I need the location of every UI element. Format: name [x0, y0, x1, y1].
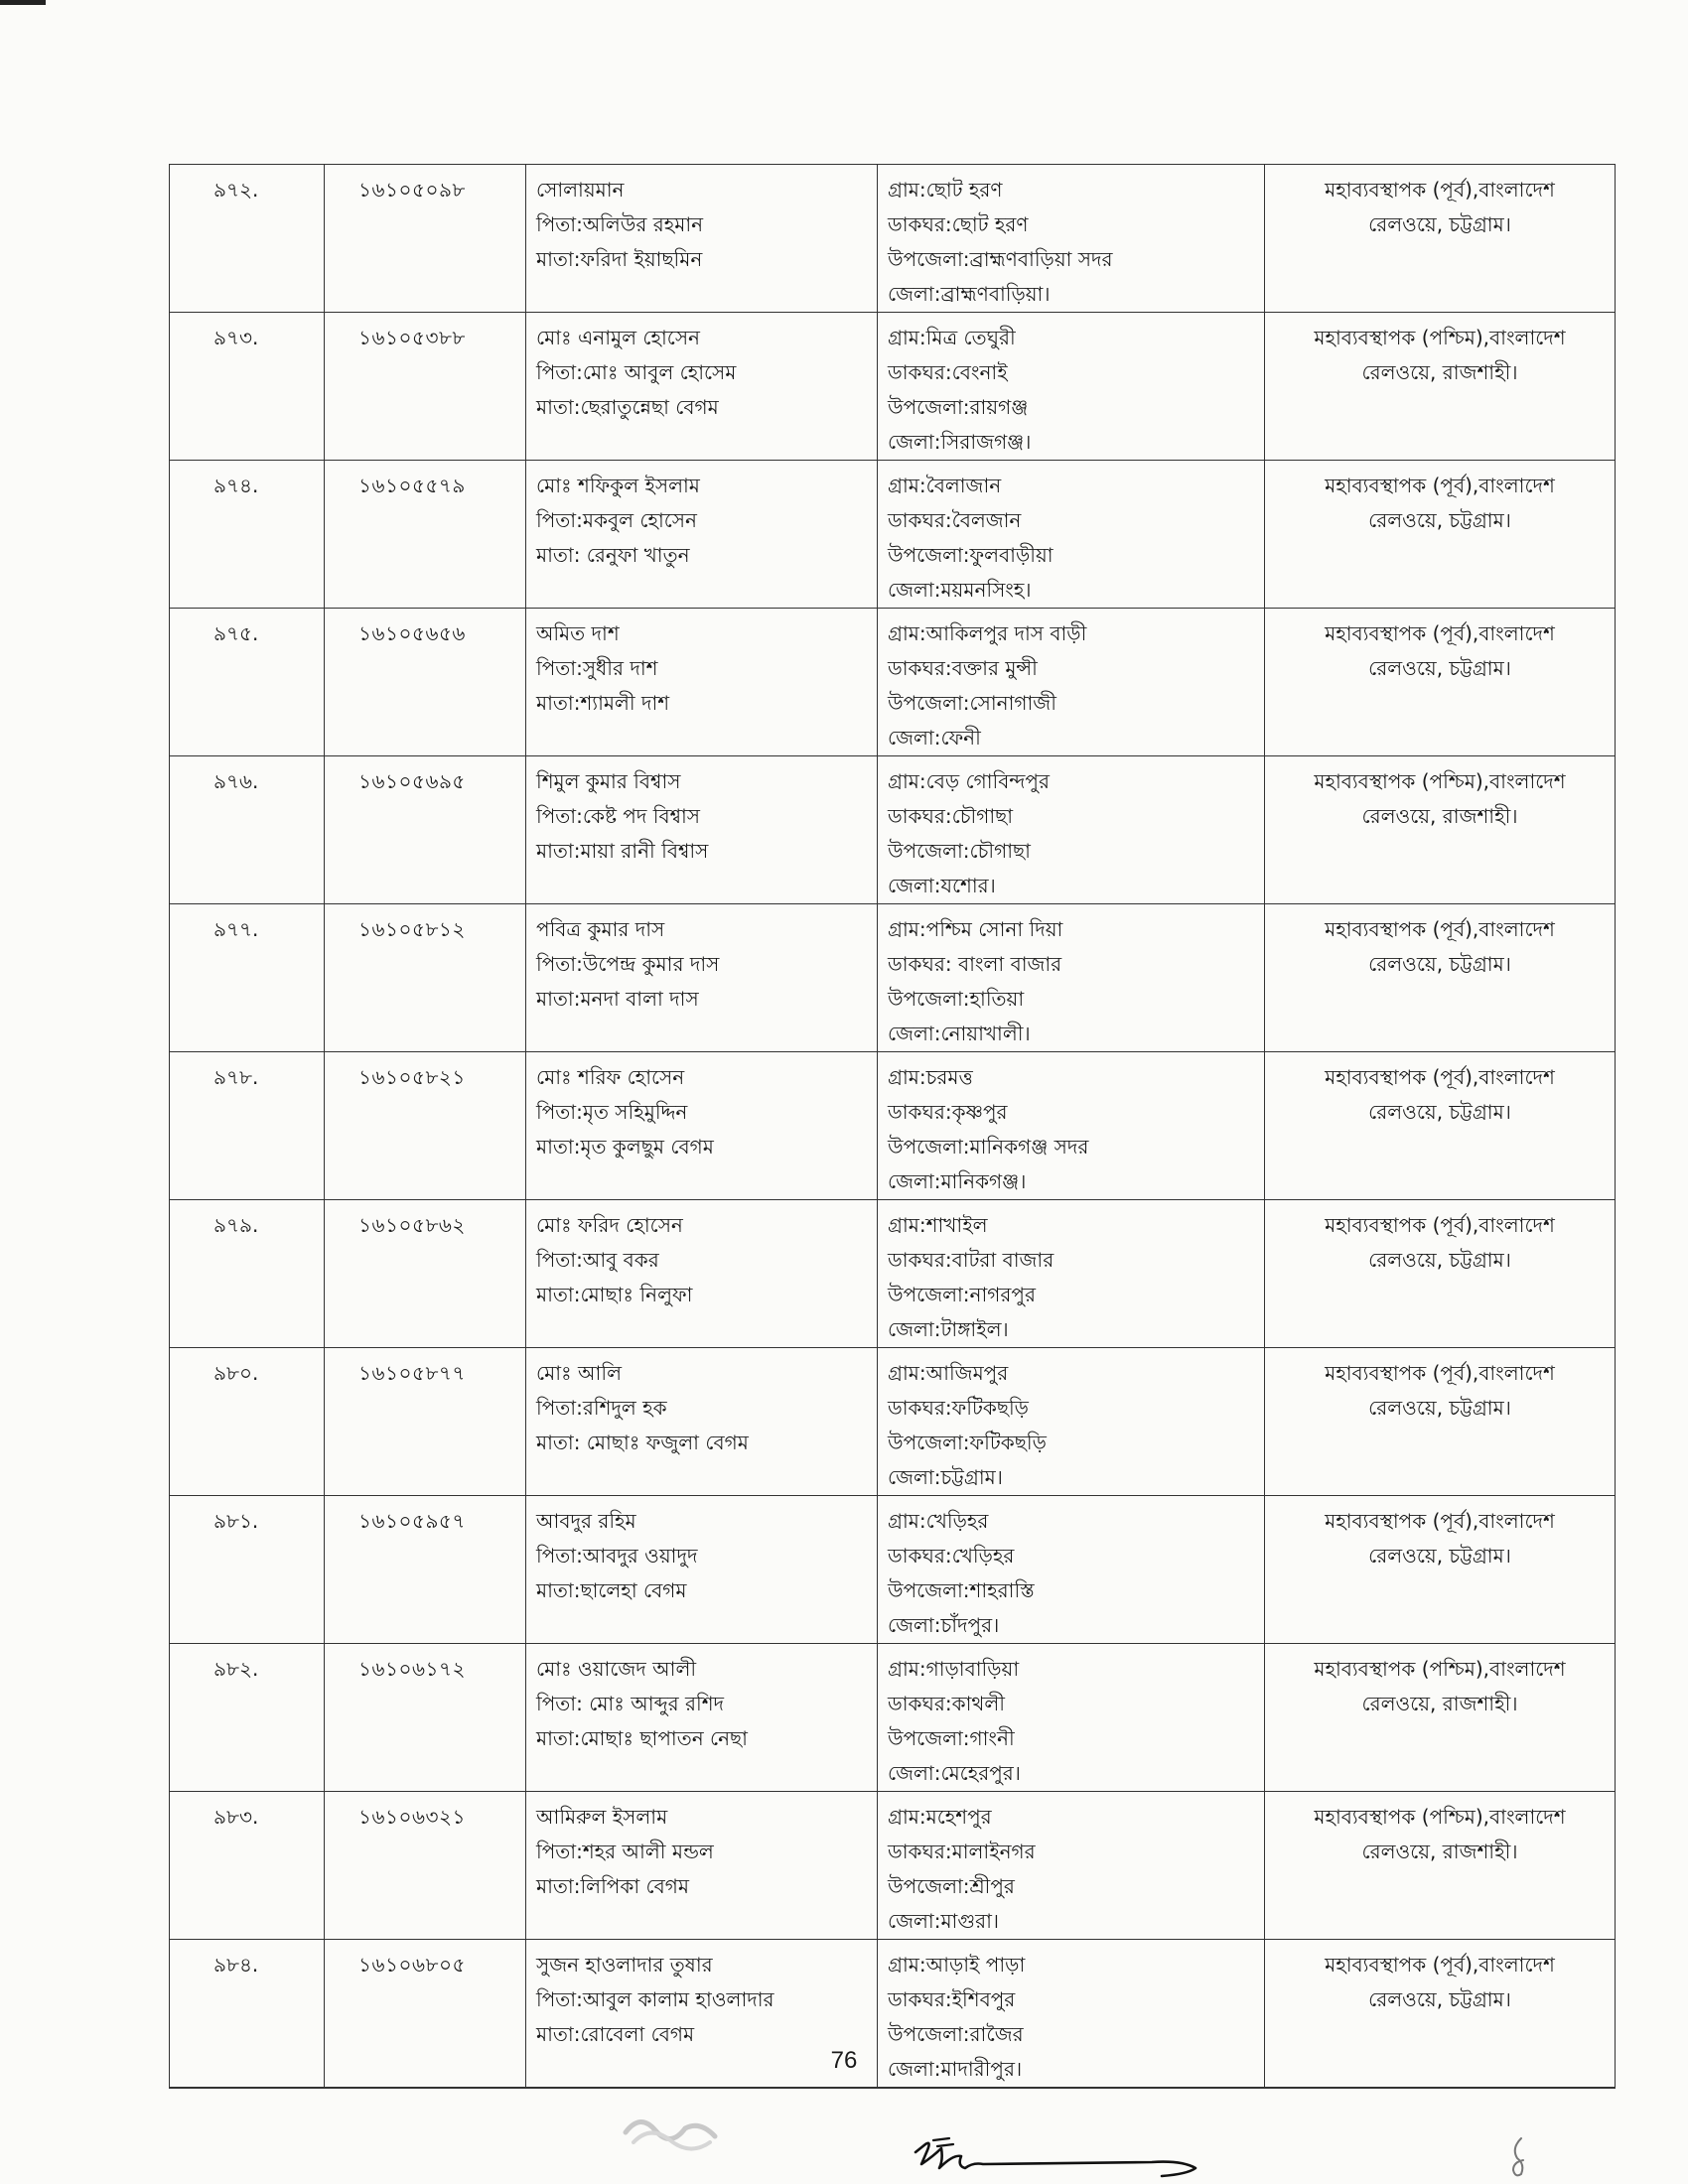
name-cell [526, 313, 878, 461]
village: গ্রাম:মিত্র তেঘুরী [888, 326, 1016, 349]
post-office: ডাকঘর:মালাইনগর [888, 1840, 1036, 1863]
village: গ্রাম:গাড়াবাড়িয়া [888, 1657, 1020, 1681]
office-location: রেলওয়ে, চট্টগ্রাম। [1368, 508, 1511, 532]
upazila: উপজেলা:শাহরাস্তি [888, 1578, 1035, 1602]
district: জেলা:মেহেরপুর। [888, 1761, 1021, 1785]
post-office: ডাকঘর:বক্তার মুন্সী [888, 656, 1038, 680]
candidate-name: আবদুর রহিম [536, 1509, 636, 1533]
father-name: পিতা:মৃত সহিমুদ্দিন [536, 1100, 688, 1124]
table-row [170, 1792, 1616, 1940]
scan-edge-mark [0, 0, 46, 5]
village: গ্রাম:ছোট হরণ [888, 178, 1003, 202]
office-title: মহাব্যবস্থাপক (পূর্ব),বাংলাদেশ [1325, 1509, 1555, 1533]
roll-number-cell [325, 904, 526, 1052]
candidate-name: মোঃ এনামুল হোসেন [536, 326, 700, 349]
candidate-list-table [169, 164, 1616, 2089]
serial-number: ৯৭২. [213, 178, 259, 202]
address-cell [878, 1348, 1265, 1496]
office-title: মহাব্যবস্থাপক (পশ্চিম),বাংলাদেশ [1314, 326, 1566, 349]
serial-cell [170, 904, 325, 1052]
mother-name: মাতা:মোছাঃ ছাপাতন নেছা [536, 1726, 748, 1750]
district: জেলা:ব্রাহ্মণবাড়িয়া। [888, 282, 1051, 306]
office-cell [1265, 904, 1616, 1052]
office-title: মহাব্যবস্থাপক (পূর্ব),বাংলাদেশ [1325, 1953, 1555, 1977]
office-cell [1265, 1348, 1616, 1496]
district: জেলা:টাঙ্গাইল। [888, 1317, 1009, 1341]
candidate-name: মোঃ আলি [536, 1361, 622, 1385]
office-location: রেলওয়ে, চট্টগ্রাম। [1368, 1100, 1511, 1124]
name-cell [526, 1200, 878, 1348]
candidate-name: অমিত দাশ [536, 621, 620, 645]
roll-number-cell [325, 313, 526, 461]
roll-number: ১৬১০৬১৭২ [358, 1657, 466, 1681]
father-name: পিতা:অলিউর রহমান [536, 212, 704, 236]
serial-cell [170, 461, 325, 609]
office-title: মহাব্যবস্থাপক (পূর্ব),বাংলাদেশ [1325, 178, 1555, 202]
table-row [170, 1052, 1616, 1200]
office-cell [1265, 1200, 1616, 1348]
office-cell [1265, 1792, 1616, 1940]
name-cell [526, 1644, 878, 1792]
office-title: মহাব্যবস্থাপক (পূর্ব),বাংলাদেশ [1325, 1065, 1555, 1089]
roll-number: ১৬১০৫৫৭৯ [358, 474, 466, 497]
name-cell [526, 165, 878, 313]
mother-name: মাতা:রোবেলা বেগম [536, 2022, 695, 2046]
roll-number: ১৬১০৫৩৮৮ [358, 326, 466, 349]
district: জেলা:চট্টগ্রাম। [888, 1465, 1003, 1489]
father-name: পিতা:আবু বকর [536, 1248, 659, 1272]
upazila: উপজেলা:শ্রীপুর [888, 1874, 1015, 1898]
office-title: মহাব্যবস্থাপক (পশ্চিম),বাংলাদেশ [1314, 1805, 1566, 1829]
village: গ্রাম:শাখাইল [888, 1213, 988, 1237]
office-location: রেলওয়ে, রাজশাহী। [1361, 804, 1518, 828]
village: গ্রাম:আজিমপুর [888, 1361, 1009, 1385]
name-cell [526, 756, 878, 904]
office-title: মহাব্যবস্থাপক (পূর্ব),বাংলাদেশ [1325, 1213, 1555, 1237]
district: জেলা:ময়মনসিংহ। [888, 578, 1032, 602]
candidate-list-body [170, 165, 1616, 2089]
village: গ্রাম:মহেশপুর [888, 1805, 992, 1829]
candidate-name: মোঃ শফিকুল ইসলাম [536, 474, 700, 497]
father-name: পিতা:মকবুল হোসেন [536, 508, 697, 532]
faded-stamp-mark [616, 2103, 725, 2154]
roll-number: ১৬১০৫৮১২ [358, 917, 466, 941]
mother-name: মাতা:লিপিকা বেগম [536, 1874, 689, 1898]
address-cell [878, 609, 1265, 756]
office-location: রেলওয়ে, রাজশাহী। [1361, 360, 1518, 384]
roll-number-cell [325, 1348, 526, 1496]
candidate-name: সোলায়মান [536, 178, 625, 202]
upazila: উপজেলা:সোনাগাজী [888, 691, 1056, 715]
district: জেলা:নোয়াখালী। [888, 1022, 1031, 1045]
post-office: ডাকঘর:কাথলী [888, 1692, 1005, 1715]
roll-number: ১৬১০৬৮০৫ [358, 1953, 466, 1977]
upazila: উপজেলা:চৌগাছা [888, 839, 1031, 863]
serial-cell [170, 1200, 325, 1348]
post-office: ডাকঘর:ইশিবপুর [888, 1987, 1016, 2011]
office-location: রেলওয়ে, চট্টগ্রাম। [1368, 1987, 1511, 2011]
father-name: পিতা:উপেন্দ্র কুমার দাস [536, 952, 720, 976]
office-title: মহাব্যবস্থাপক (পশ্চিম),বাংলাদেশ [1314, 769, 1566, 793]
father-name: পিতা:আবদুর ওয়াদুদ [536, 1544, 698, 1568]
roll-number-cell [325, 1200, 526, 1348]
address-cell [878, 313, 1265, 461]
village: গ্রাম:আকিলপুর দাস বাড়ী [888, 621, 1087, 645]
upazila: উপজেলা:নাগরপুর [888, 1283, 1036, 1306]
roll-number: ১৬১০৫৬৫৬ [358, 621, 466, 645]
village: গ্রাম:আড়াই পাড়া [888, 1953, 1026, 1977]
table-row [170, 1644, 1616, 1792]
father-name: পিতা:কেষ্ট পদ বিশ্বাস [536, 804, 701, 828]
father-name: পিতা: মোঃ আব্দুর রশিদ [536, 1692, 725, 1715]
address-cell [878, 1496, 1265, 1644]
office-location: রেলওয়ে, চট্টগ্রাম। [1368, 1248, 1511, 1272]
office-title: মহাব্যবস্থাপক (পূর্ব),বাংলাদেশ [1325, 474, 1555, 497]
serial-cell [170, 313, 325, 461]
table-row [170, 1348, 1616, 1496]
table-row [170, 1200, 1616, 1348]
table-row [170, 609, 1616, 756]
roll-number: ১৬১০৫৯৫৭ [358, 1509, 466, 1533]
upazila: উপজেলা:গাংনী [888, 1726, 1015, 1750]
table-row [170, 313, 1616, 461]
candidate-name: পবিত্র কুমার দাস [536, 917, 665, 941]
district: জেলা:মানিকগঞ্জ। [888, 1169, 1027, 1193]
name-cell [526, 1792, 878, 1940]
upazila: উপজেলা:ফটিকছড়ি [888, 1431, 1047, 1454]
roll-number-cell [325, 756, 526, 904]
name-cell [526, 609, 878, 756]
mother-name: মাতা: রেনুফা খাতুন [536, 543, 690, 567]
office-location: রেলওয়ে, চট্টগ্রাম। [1368, 952, 1511, 976]
name-cell [526, 904, 878, 1052]
candidate-name: সুজন হাওলাদার তুষার [536, 1953, 713, 1977]
name-cell [526, 461, 878, 609]
post-office: ডাকঘর:কৃষ্ণপুর [888, 1100, 1008, 1124]
office-title: মহাব্যবস্থাপক (পূর্ব),বাংলাদেশ [1325, 621, 1555, 645]
table-row [170, 1496, 1616, 1644]
roll-number: ১৬১০৬৩২১ [358, 1805, 466, 1829]
serial-number: ৯৮২. [213, 1657, 259, 1681]
candidate-name: মোঃ ফরিদ হোসেন [536, 1213, 683, 1237]
office-cell [1265, 165, 1616, 313]
village: গ্রাম:চরমত্ত [888, 1065, 973, 1089]
roll-number-cell [325, 165, 526, 313]
handwritten-margin-mark [1507, 2134, 1531, 2180]
office-location: রেলওয়ে, চট্টগ্রাম। [1368, 1544, 1511, 1568]
serial-cell [170, 165, 325, 313]
name-cell [526, 1052, 878, 1200]
roll-number-cell [325, 609, 526, 756]
serial-number: ৯৮৪. [213, 1953, 259, 1977]
roll-number: ১৬১০৫৮৬২ [358, 1213, 466, 1237]
village: গ্রাম:পশ্চিম সোনা দিয়া [888, 917, 1063, 941]
address-cell [878, 1200, 1265, 1348]
serial-cell [170, 1644, 325, 1792]
serial-number: ৯৮৩. [213, 1805, 259, 1829]
serial-cell [170, 1792, 325, 1940]
serial-number: ৯৭৪. [213, 474, 259, 497]
office-title: মহাব্যবস্থাপক (পূর্ব),বাংলাদেশ [1325, 917, 1555, 941]
father-name: পিতা:মোঃ আবুল হোসেম [536, 360, 737, 384]
post-office: ডাকঘর:খেড়িহর [888, 1544, 1015, 1568]
mother-name: মাতা:ছেরাতুন্নেছা বেগম [536, 395, 719, 419]
serial-cell [170, 1348, 325, 1496]
serial-number: ৯৭৭. [213, 917, 259, 941]
serial-number: ৯৮১. [213, 1509, 259, 1533]
father-name: পিতা:শহর আলী মন্ডল [536, 1840, 714, 1863]
candidate-name: মোঃ শরিফ হোসেন [536, 1065, 685, 1089]
serial-cell [170, 1052, 325, 1200]
father-name: পিতা:আবুল কালাম হাওলাদার [536, 1987, 774, 2011]
office-location: রেলওয়ে, চট্টগ্রাম। [1368, 1396, 1511, 1420]
post-office: ডাকঘর:ফটিকছড়ি [888, 1396, 1029, 1420]
office-cell [1265, 1052, 1616, 1200]
mother-name: মাতা:মোছাঃ নিলুফা [536, 1283, 693, 1306]
district: জেলা:মাগুরা। [888, 1909, 1000, 1933]
mother-name: মাতা:ফরিদা ইয়াছমিন [536, 247, 703, 271]
address-cell [878, 1792, 1265, 1940]
upazila: উপজেলা:রায়গঞ্জ [888, 395, 1029, 419]
post-office: ডাকঘর:চৌগাছা [888, 804, 1014, 828]
mother-name: মাতা:শ্যামলী দাশ [536, 691, 670, 715]
name-cell [526, 1348, 878, 1496]
name-cell [526, 1496, 878, 1644]
roll-number: ১৬১০৫৮৭৭ [358, 1361, 466, 1385]
table-row [170, 756, 1616, 904]
serial-cell [170, 1496, 325, 1644]
mother-name: মাতা: মোছাঃ ফজুলা বেগম [536, 1431, 749, 1454]
office-cell [1265, 756, 1616, 904]
office-cell [1265, 461, 1616, 609]
roll-number-cell [325, 1052, 526, 1200]
upazila: উপজেলা:ফুলবাড়ীয়া [888, 543, 1054, 567]
district: জেলা:ফেনী [888, 726, 981, 750]
post-office: ডাকঘর:ছোট হরণ [888, 212, 1029, 236]
upazila: উপজেলা:হাতিয়া [888, 987, 1025, 1011]
roll-number: ১৬১০৫৬৯৫ [358, 769, 466, 793]
office-cell [1265, 1644, 1616, 1792]
serial-number: ৯৭৯. [213, 1213, 259, 1237]
post-office: ডাকঘর:বৈলজান [888, 508, 1022, 532]
page-number: 76 [830, 2047, 858, 2074]
table-row [170, 165, 1616, 313]
village: গ্রাম:বেড় গোবিন্দপুর [888, 769, 1051, 793]
candidate-name: আমিরুল ইসলাম [536, 1805, 668, 1829]
candidate-name: শিমুল কুমার বিশ্বাস [536, 769, 681, 793]
mother-name: মাতা:ছালেহা বেগম [536, 1578, 687, 1602]
mother-name: মাতা:মায়া রানী বিশ্বাস [536, 839, 709, 863]
post-office: ডাকঘর: বাংলা বাজার [888, 952, 1062, 976]
office-cell [1265, 609, 1616, 756]
address-cell [878, 756, 1265, 904]
office-title: মহাব্যবস্থাপক (পূর্ব),বাংলাদেশ [1325, 1361, 1555, 1385]
district: জেলা:মাদারীপুর। [888, 2057, 1023, 2081]
office-cell [1265, 1496, 1616, 1644]
candidate-name: মোঃ ওয়াজেদ আলী [536, 1657, 697, 1681]
father-name: পিতা:সুধীর দাশ [536, 656, 658, 680]
village: গ্রাম:খেড়িহর [888, 1509, 989, 1533]
roll-number: ১৬১০৫০৯৮ [358, 178, 466, 202]
mother-name: মাতা:মনদা বালা দাস [536, 987, 699, 1011]
village: গ্রাম:বৈলাজান [888, 474, 1002, 497]
address-cell [878, 1052, 1265, 1200]
roll-number-cell [325, 1496, 526, 1644]
office-cell [1265, 313, 1616, 461]
roll-number-cell [325, 1792, 526, 1940]
office-location: রেলওয়ে, রাজশাহী। [1361, 1692, 1518, 1715]
serial-number: ৯৭৬. [213, 769, 259, 793]
serial-number: ৯৭৫. [213, 621, 259, 645]
serial-number: ৯৭৩. [213, 326, 259, 349]
upazila: উপজেলা:ব্রাহ্মণবাড়িয়া সদর [888, 247, 1113, 271]
office-location: রেলওয়ে, চট্টগ্রাম। [1368, 656, 1511, 680]
district: জেলা:যশোর। [888, 874, 996, 897]
district: জেলা:চাঁদপুর। [888, 1613, 1000, 1637]
address-cell [878, 461, 1265, 609]
upazila: উপজেলা:মানিকগঞ্জ সদর [888, 1135, 1089, 1159]
post-office: ডাকঘর:বাটরা বাজার [888, 1248, 1055, 1272]
serial-number: ৯৭৮. [213, 1065, 259, 1089]
office-location: রেলওয়ে, চট্টগ্রাম। [1368, 212, 1511, 236]
address-cell [878, 904, 1265, 1052]
roll-number-cell [325, 461, 526, 609]
post-office: ডাকঘর:বেংনাই [888, 360, 1008, 384]
table-row [170, 904, 1616, 1052]
roll-number: ১৬১০৫৮২১ [358, 1065, 466, 1089]
signature [914, 2134, 1201, 2179]
upazila: উপজেলা:রাজৈর [888, 2022, 1024, 2046]
serial-cell [170, 609, 325, 756]
serial-cell [170, 756, 325, 904]
address-cell [878, 165, 1265, 313]
office-title: মহাব্যবস্থাপক (পশ্চিম),বাংলাদেশ [1314, 1657, 1566, 1681]
office-location: রেলওয়ে, রাজশাহী। [1361, 1840, 1518, 1863]
address-cell [878, 1644, 1265, 1792]
serial-number: ৯৮০. [213, 1361, 259, 1385]
roll-number-cell [325, 1644, 526, 1792]
father-name: পিতা:রশিদুল হক [536, 1396, 667, 1420]
district: জেলা:সিরাজগঞ্জ। [888, 430, 1032, 454]
mother-name: মাতা:মৃত কুলছুম বেগম [536, 1135, 714, 1159]
table-row [170, 461, 1616, 609]
